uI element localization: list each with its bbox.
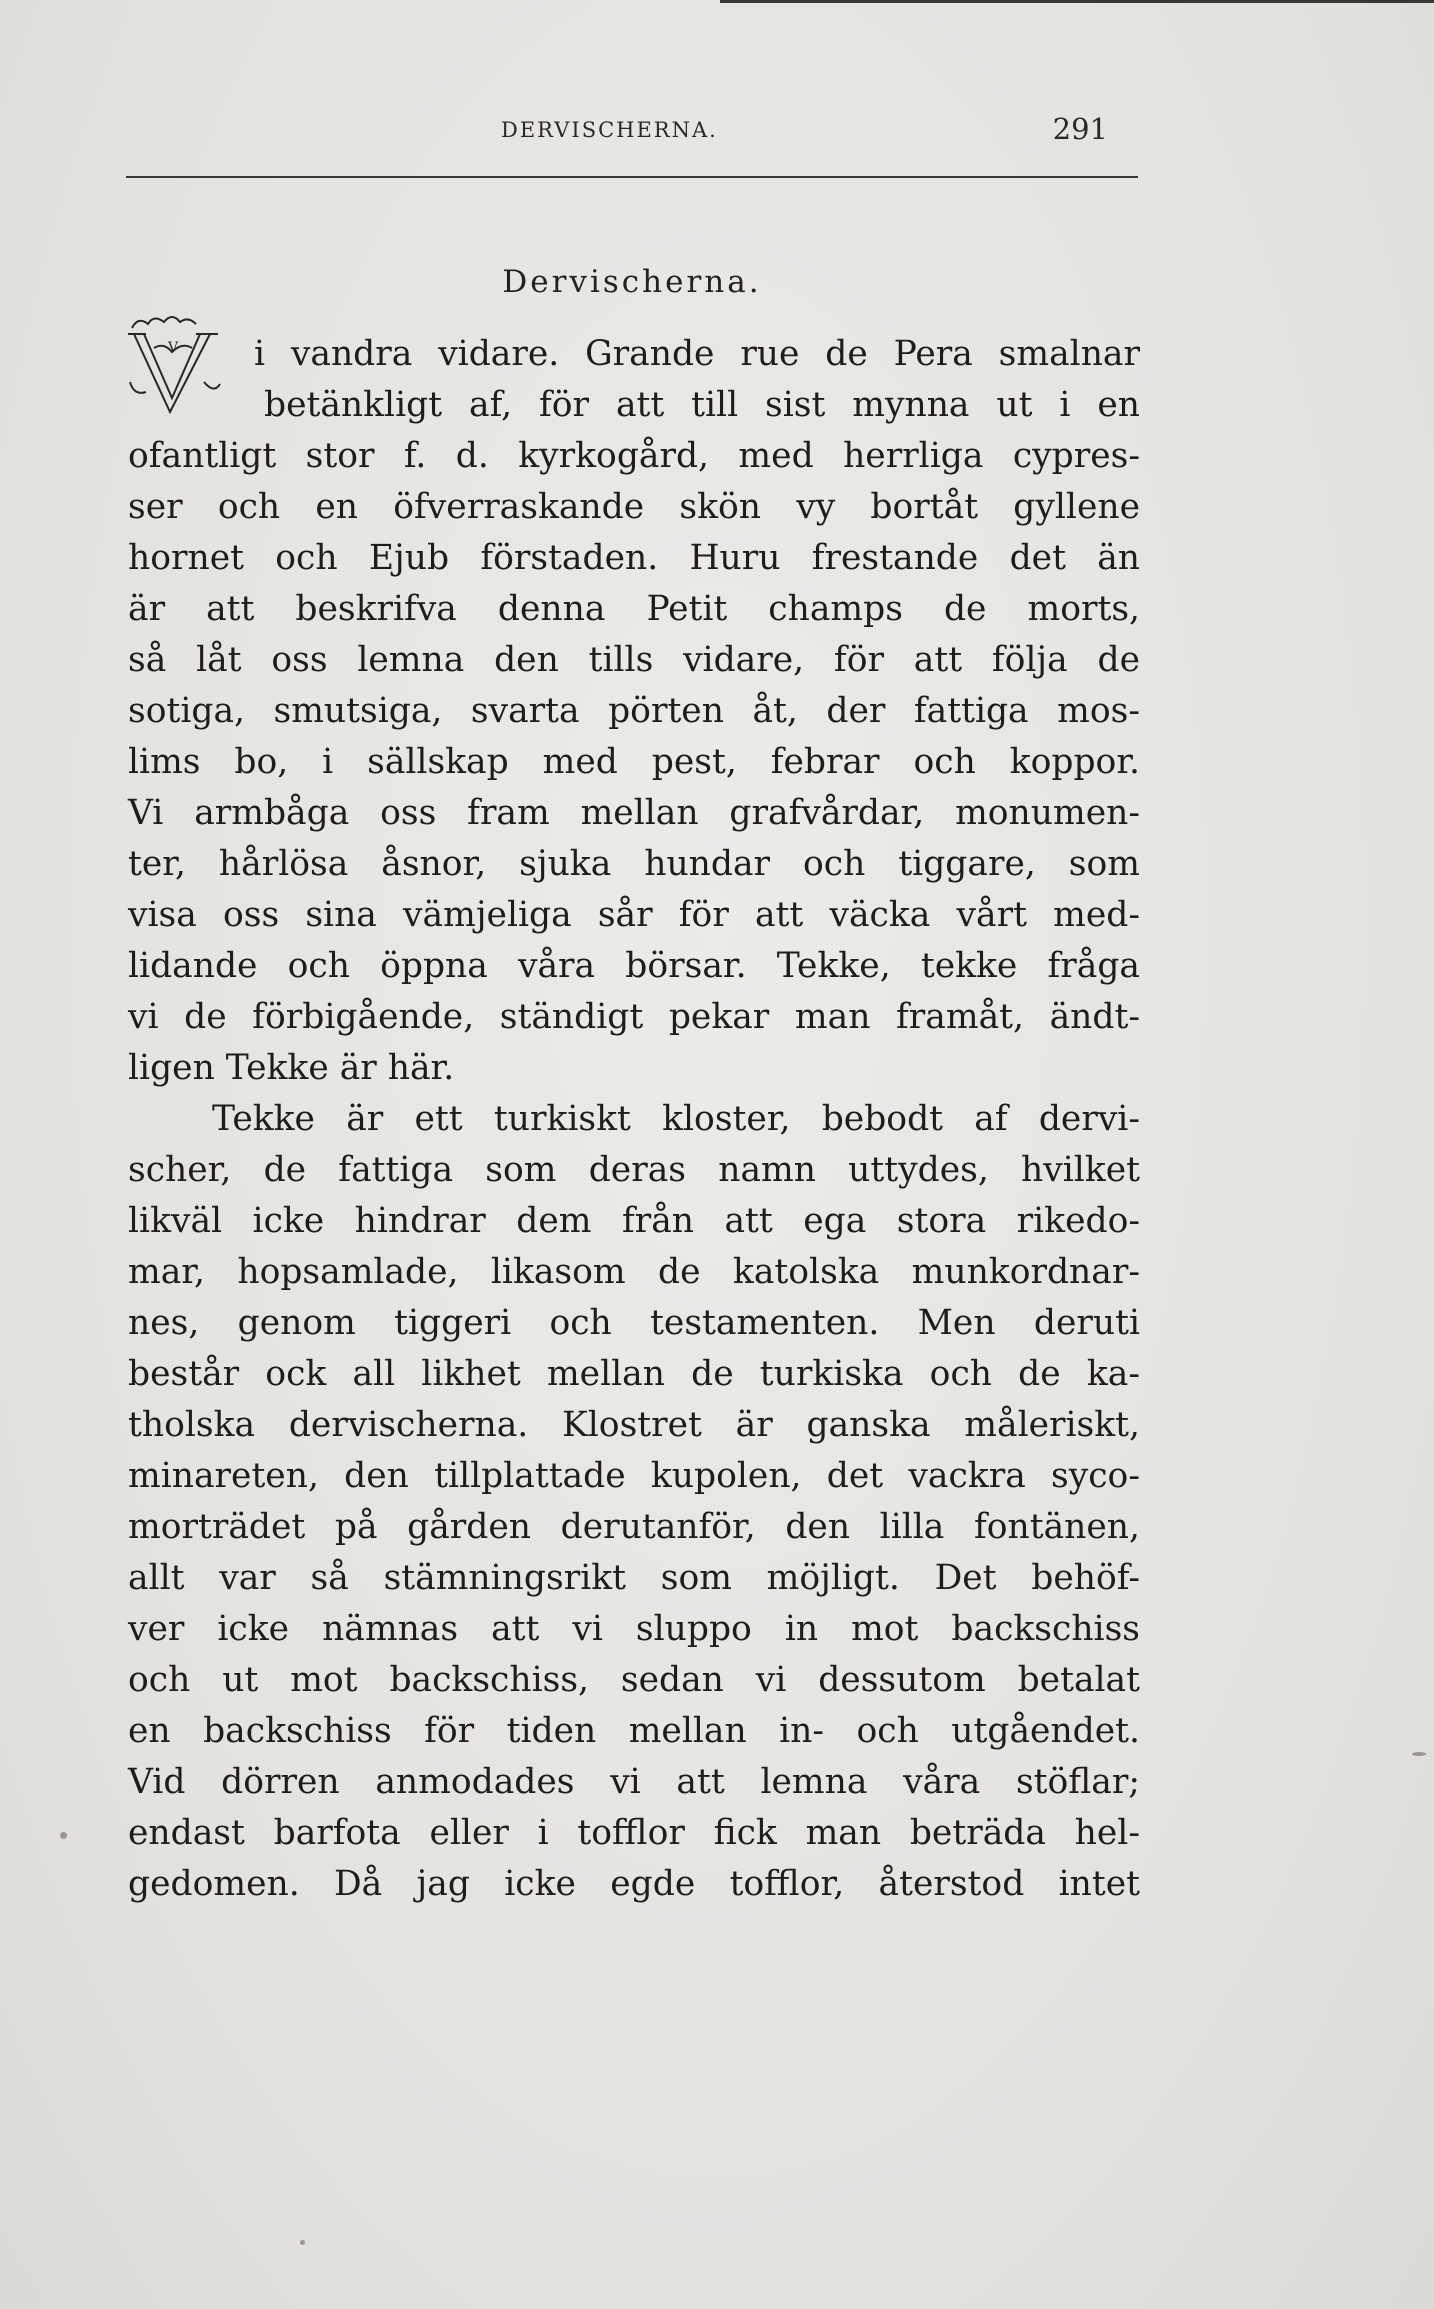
text-line: ter, hårlösa åsnor, sjuka hundar och tiggare, som [128,844,1140,884]
text-line: består ock all likhet mellan de turkiska och de ka- [128,1354,1140,1394]
text-line: hornet och Ejub förstaden. Huru frestande det än [128,538,1140,578]
text-line: mar, hopsamlade, likasom de katolska munkordnar- [128,1252,1140,1292]
text-line: morträdet på gården derutanför, den lilla fontänen, [128,1507,1140,1547]
text-line: betänkligt af, för att till sist mynna ut i en [264,385,1140,425]
text-line: ligen Tekke är här. [128,1048,455,1088]
text-line: tholska dervischerna. Klostret är ganska måleriskt, [128,1405,1140,1445]
ornamental-drop-cap [124,312,224,420]
paragraph-start-line: Tekke är ett turkiskt kloster, bebodt af dervi- [212,1099,1140,1139]
text-line: lims bo, i sällskap med pest, febrar och koppor. [128,742,1140,782]
text-line: vi de förbigående, ständigt pekar man framåt, ändt- [128,997,1140,1037]
text-line: likväl icke hindrar dem från att ega stora rikedo- [128,1201,1140,1241]
text-line: ver icke nämnas att vi sluppo in mot backschiss [128,1609,1140,1649]
text-line: minareten, den tillplattade kupolen, det vackra syco- [128,1456,1140,1496]
paper-speck [300,2240,305,2245]
drop-cap-letter: V [168,340,179,356]
text-line: så låt oss lemna den tills vidare, för att följa de [128,640,1140,680]
text-line: ser och en öfverraskande skön vy bortåt gyllene [128,487,1140,527]
text-line: allt var så stämningsrikt som möjligt. Det behöf- [128,1558,1140,1598]
text-line: visa oss sina vämjeliga sår för att väcka vårt med- [128,895,1140,935]
page-top-edge [720,0,1434,3]
text-line: i vandra vidare. Grande rue de Pera smalnar [254,334,1140,374]
text-line: ofantligt stor f. d. kyrkogård, med herrliga cypres- [128,436,1140,476]
header-rule [126,176,1138,178]
running-title: DERVISCHERNA. [501,118,718,142]
chapter-title: Dervischerna. [502,264,762,300]
text-line: lidande och öppna våra börsar. Tekke, tekke fråga [128,946,1140,986]
paper-speck [60,1832,67,1839]
page-number: 291 [1052,112,1108,146]
text-line: sotiga, smutsiga, svarta pörten åt, der fattiga mos- [128,691,1140,731]
text-line: Vi armbåga oss fram mellan grafvårdar, monumen- [128,793,1140,833]
text-line: gedomen. Då jag icke egde tofflor, återstod intet [128,1864,1140,1904]
text-line: en backschiss för tiden mellan in- och utgåendet. [128,1711,1140,1751]
running-header [126,112,1138,152]
text-line: scher, de fattiga som deras namn uttydes, hvilket [128,1150,1140,1190]
paper-speck [1412,1752,1426,1756]
text-line: nes, genom tiggeri och testamenten. Men deruti [128,1303,1140,1343]
text-line: Vid dörren anmodades vi att lemna våra stöflar; [128,1762,1140,1802]
text-line: är att beskrifva denna Petit champs de morts, [128,589,1140,629]
text-line: och ut mot backschiss, sedan vi dessutom betalat [128,1660,1140,1700]
text-line: endast barfota eller i tofflor fick man beträda hel- [128,1813,1140,1853]
